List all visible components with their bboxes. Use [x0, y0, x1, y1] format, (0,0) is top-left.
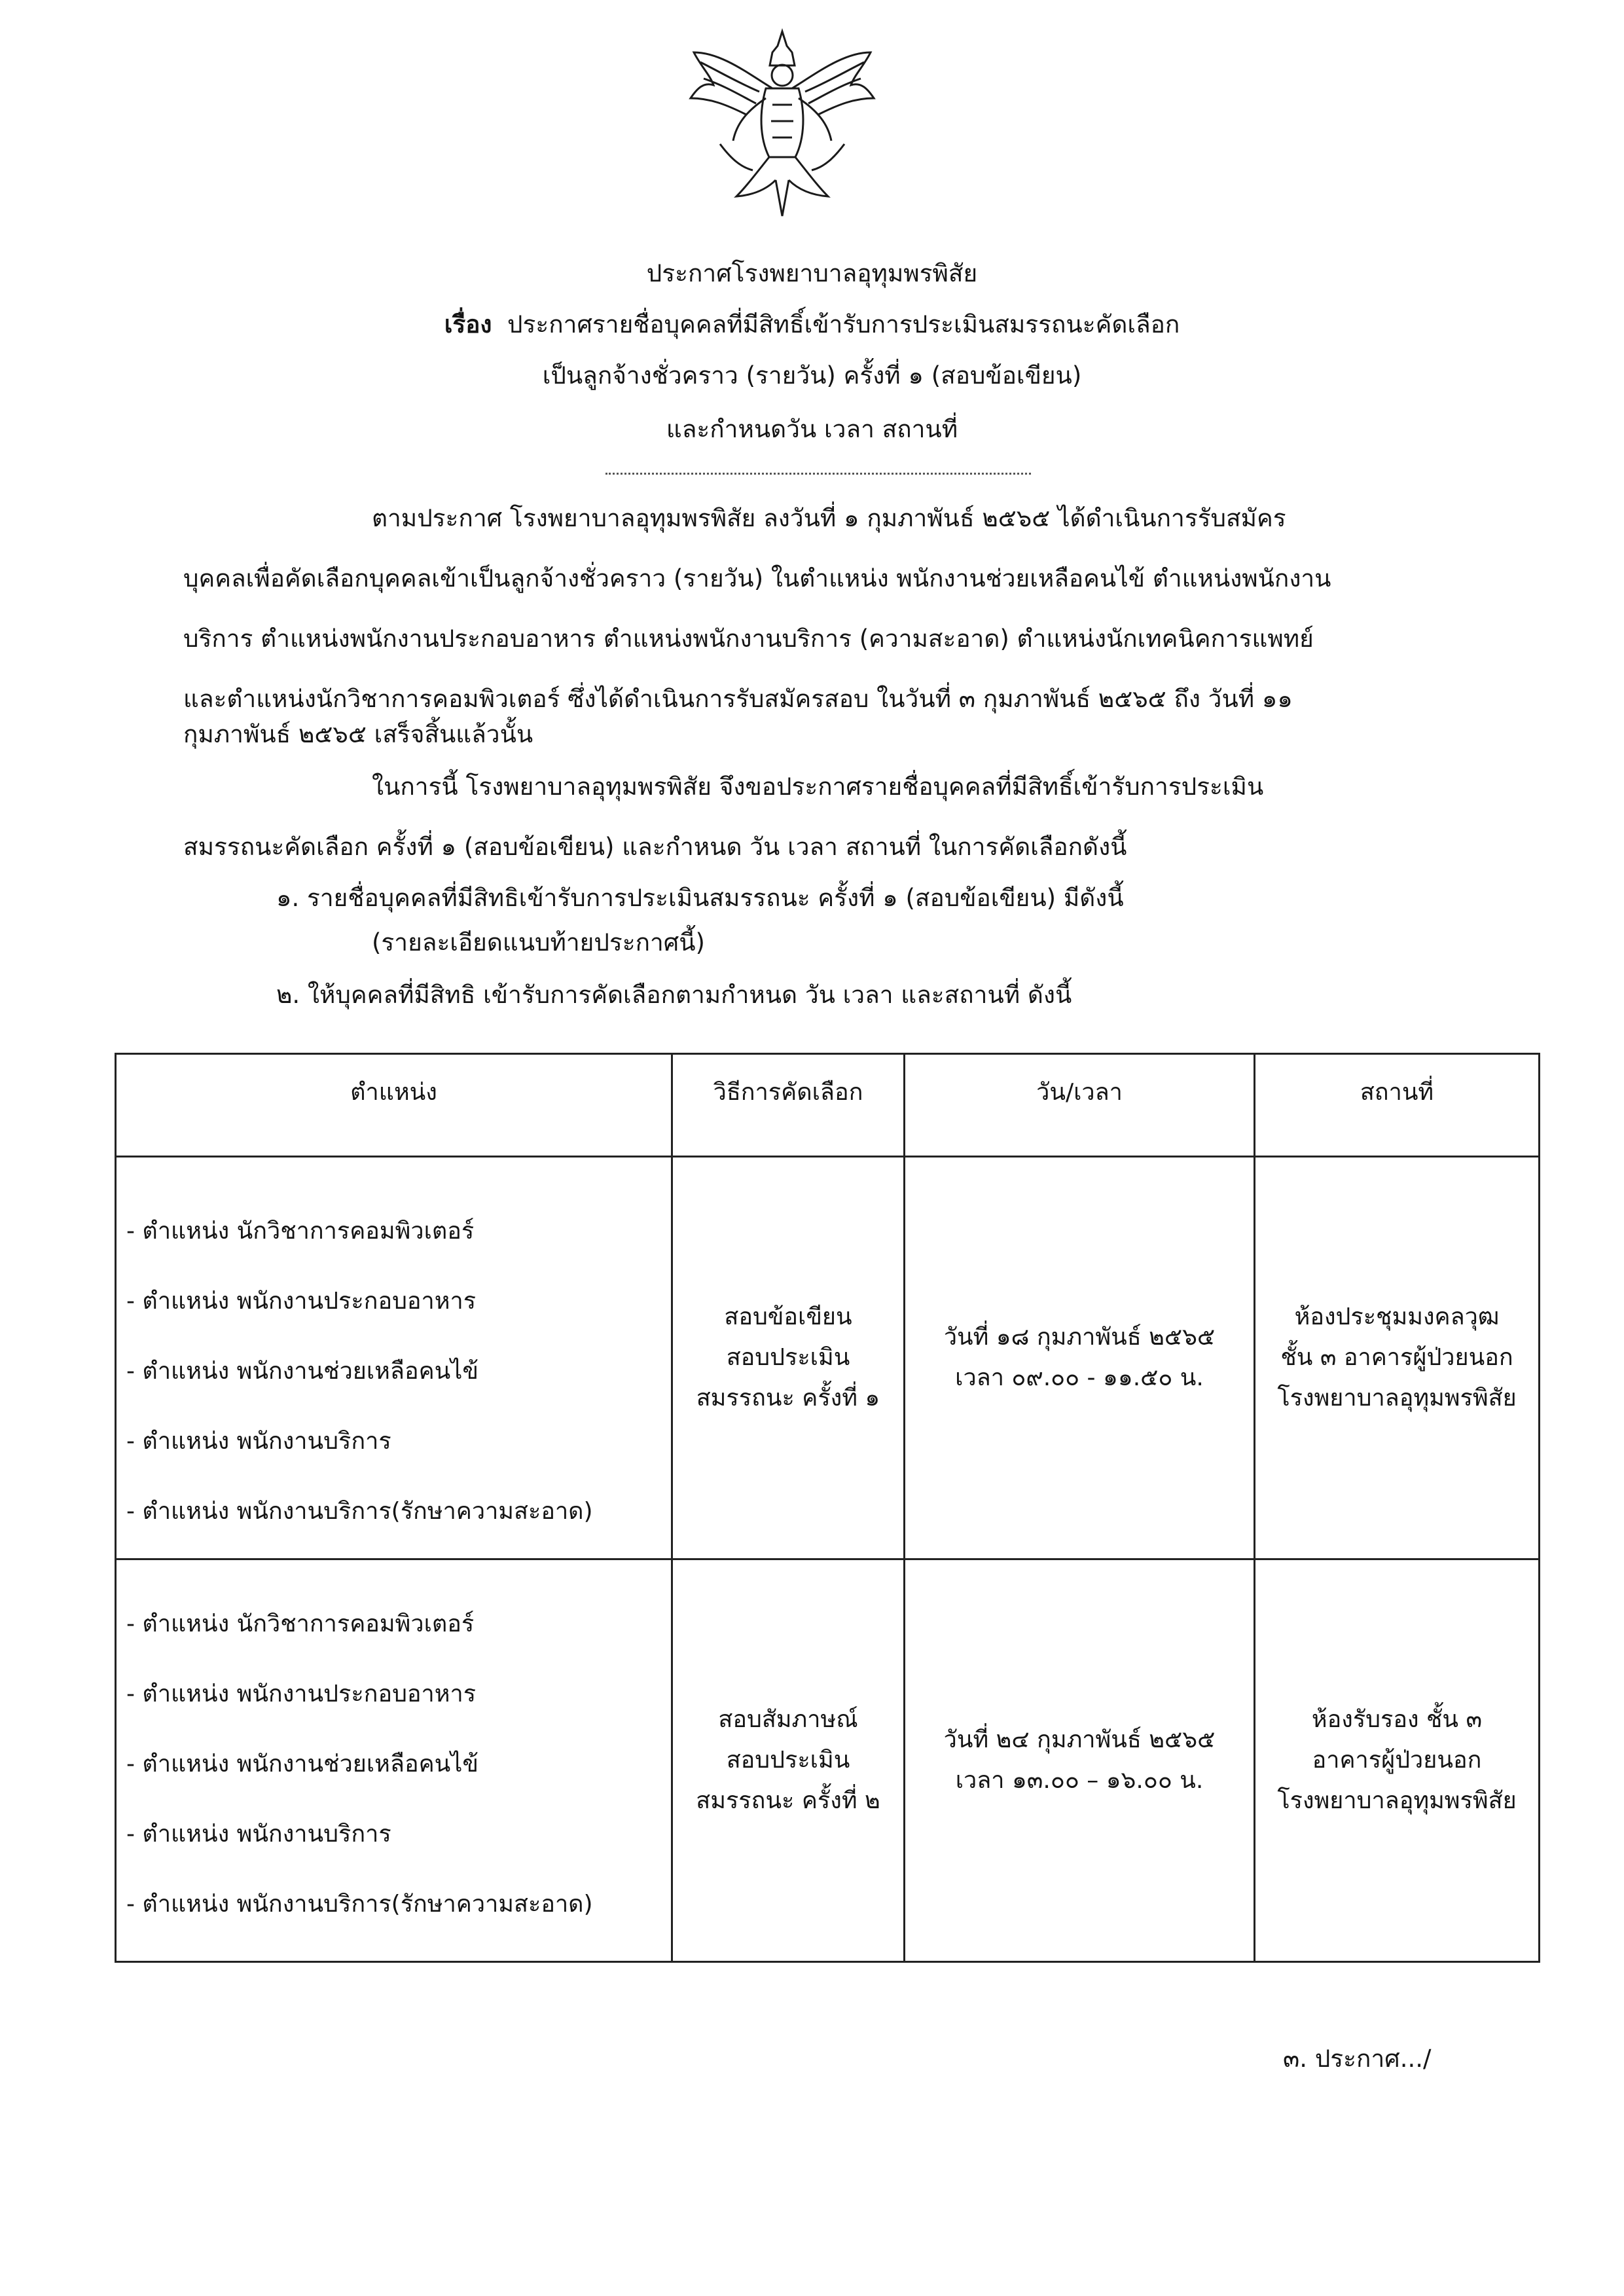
- place-cell: [1255, 1157, 1540, 1559]
- position-item: - ตำแหน่ง พนักงานบริการ: [126, 1820, 391, 1848]
- method-line: สอบข้อเขียน: [724, 1303, 852, 1330]
- header-method: วิธีการคัดเลือก: [672, 1054, 905, 1157]
- paragraph-1-line-5: กุมภาพันธ์ ๒๕๖๕ เสร็จสิ้นแล้วนั้น: [183, 720, 533, 748]
- dotted-divider: [605, 473, 1031, 475]
- time-text: เวลา ๑๓.๐๐ – ๑๖.๐๐ น.: [955, 1767, 1204, 1794]
- subject-line-2: เป็นลูกจ้างชั่วคราว (รายวัน) ครั้งที่ ๑ (สอบข้อเขียน): [542, 361, 1082, 390]
- table-row: [116, 1157, 1540, 1559]
- position-item: - ตำแหน่ง พนักงานช่วยเหลือคนไข้: [126, 1357, 478, 1385]
- paragraph-2-line-1: ในการนี้ โรงพยาบาลอุทุมพรพิสัย จึงขอประกาศรายชื่อบุคคลที่มีสิทธิ์เข้ารับการประเมิน: [372, 773, 1264, 801]
- schedule-table: [115, 1053, 1540, 1963]
- paragraph-1-line-4: และตำแหน่งนักวิชาการคอมพิวเตอร์ ซึ่งได้ดำเนินการรับสมัครสอบ ในวันที่ ๓ กุมภาพันธ์ ๒๕๖๕ ถึง วันที่ ๑๑: [183, 685, 1293, 713]
- header-place: สถานที่: [1255, 1054, 1540, 1157]
- header-datetime: วัน/เวลา: [905, 1054, 1255, 1157]
- place-line: อาคารผู้ป่วยนอก: [1312, 1747, 1482, 1774]
- position-item: - ตำแหน่ง พนักงานบริการ: [126, 1427, 391, 1455]
- method-cell: [672, 1157, 905, 1559]
- list-item-1: ๑. รายชื่อบุคคลที่มีสิทธิเข้ารับการประเมินสมรรถนะ ครั้งที่ ๑ (สอบข้อเขียน) มีดังนี้: [276, 884, 1124, 912]
- method-line: สอบประเมิน: [726, 1747, 850, 1774]
- subject-label: เรื่อง: [444, 310, 492, 338]
- paragraph-1-line-1: ตามประกาศ โรงพยาบาลอุทุมพรพิสัย ลงวันที่ ๑ กุมภาพันธ์ ๒๕๖๕ ได้ดำเนินการรับสมัคร: [372, 504, 1286, 532]
- paragraph-1-line-2: บุคคลเพื่อคัดเลือกบุคคลเข้าเป็นลูกจ้างชั่วคราว (รายวัน) ในตำแหน่ง พนักงานช่วยเหลือคนไข้ ตำแหน่งพนักงาน: [183, 564, 1331, 592]
- place-line: ห้องรับรอง ชั้น ๓: [1311, 1706, 1483, 1733]
- subject-line-3: และกำหนดวัน เวลา สถานที่: [666, 415, 958, 443]
- position-item: - ตำแหน่ง นักวิชาการคอมพิวเตอร์: [126, 1610, 475, 1637]
- paragraph-2-line-2: สมรรถนะคัดเลือก ครั้งที่ ๑ (สอบข้อเขียน) และกำหนด วัน เวลา สถานที่ ในการคัดเลือกดังนี้: [183, 833, 1127, 861]
- datetime-cell: [905, 1157, 1255, 1559]
- position-item: - ตำแหน่ง พนักงานประกอบอาหาร: [126, 1680, 477, 1707]
- header-position: ตำแหน่ง: [116, 1054, 672, 1157]
- place-line: ห้องประชุมมงคลวุฒ: [1294, 1303, 1500, 1330]
- place-line: ชั้น ๓ อาคารผู้ป่วยนอก: [1280, 1344, 1513, 1371]
- position-item: - ตำแหน่ง นักวิชาการคอมพิวเตอร์: [126, 1217, 475, 1245]
- place-line: โรงพยาบาลอุทุมพรพิสัย: [1277, 1385, 1517, 1412]
- datetime-cell: [905, 1559, 1255, 1962]
- position-item: - ตำแหน่ง พนักงานบริการ(รักษาความสะอาด): [126, 1890, 593, 1918]
- method-line: สมรรถนะ ครั้งที่ ๒: [696, 1787, 880, 1814]
- time-text: เวลา ๐๙.๐๐ - ๑๑.๕๐ น.: [955, 1364, 1204, 1391]
- place-cell: [1255, 1559, 1540, 1962]
- date-text: วันที่ ๑๘ กุมภาพันธ์ ๒๕๖๕: [943, 1324, 1216, 1351]
- method-line: สอบประเมิน: [726, 1344, 850, 1371]
- paragraph-1-line-3: บริการ ตำแหน่งพนักงานประกอบอาหาร ตำแหน่งพนักงานบริการ (ความสะอาด) ตำแหน่งนักเทคนิคการแพทย์: [183, 625, 1314, 653]
- method-cell: [672, 1559, 905, 1962]
- table-row: [116, 1559, 1540, 1962]
- positions-cell: [116, 1559, 672, 1962]
- position-item: - ตำแหน่ง พนักงานช่วยเหลือคนไข้: [126, 1750, 478, 1777]
- method-line: สอบสัมภาษณ์: [718, 1706, 858, 1733]
- list-item-2: ๒. ให้บุคคลที่มีสิทธิ เข้ารับการคัดเลือกตามกำหนด วัน เวลา และสถานที่ ดังนี้: [276, 981, 1072, 1009]
- subject-text: ประกาศรายชื่อบุคคลที่มีสิทธิ์เข้ารับการประเมินสมรรถนะคัดเลือก: [507, 310, 1180, 338]
- continuation-note: ๓. ประกาศ.../: [1283, 2045, 1432, 2073]
- garuda-emblem-icon: [674, 26, 890, 223]
- list-item-1-note: (รายละเอียดแนบท้ายประกาศนี้): [372, 928, 705, 957]
- positions-cell: [116, 1157, 672, 1559]
- table-header-row: [116, 1054, 1540, 1157]
- method-line: สมรรถนะ ครั้งที่ ๑: [696, 1385, 880, 1412]
- date-text: วันที่ ๒๔ กุมภาพันธ์ ๒๕๖๕: [943, 1726, 1216, 1753]
- position-item: - ตำแหน่ง พนักงานบริการ(รักษาความสะอาด): [126, 1497, 593, 1525]
- announcement-title: ประกาศโรงพยาบาลอุทุมพรพิสัย: [646, 259, 978, 287]
- position-item: - ตำแหน่ง พนักงานประกอบอาหาร: [126, 1287, 477, 1315]
- place-line: โรงพยาบาลอุทุมพรพิสัย: [1277, 1787, 1517, 1814]
- subject-line: [0, 308, 1624, 342]
